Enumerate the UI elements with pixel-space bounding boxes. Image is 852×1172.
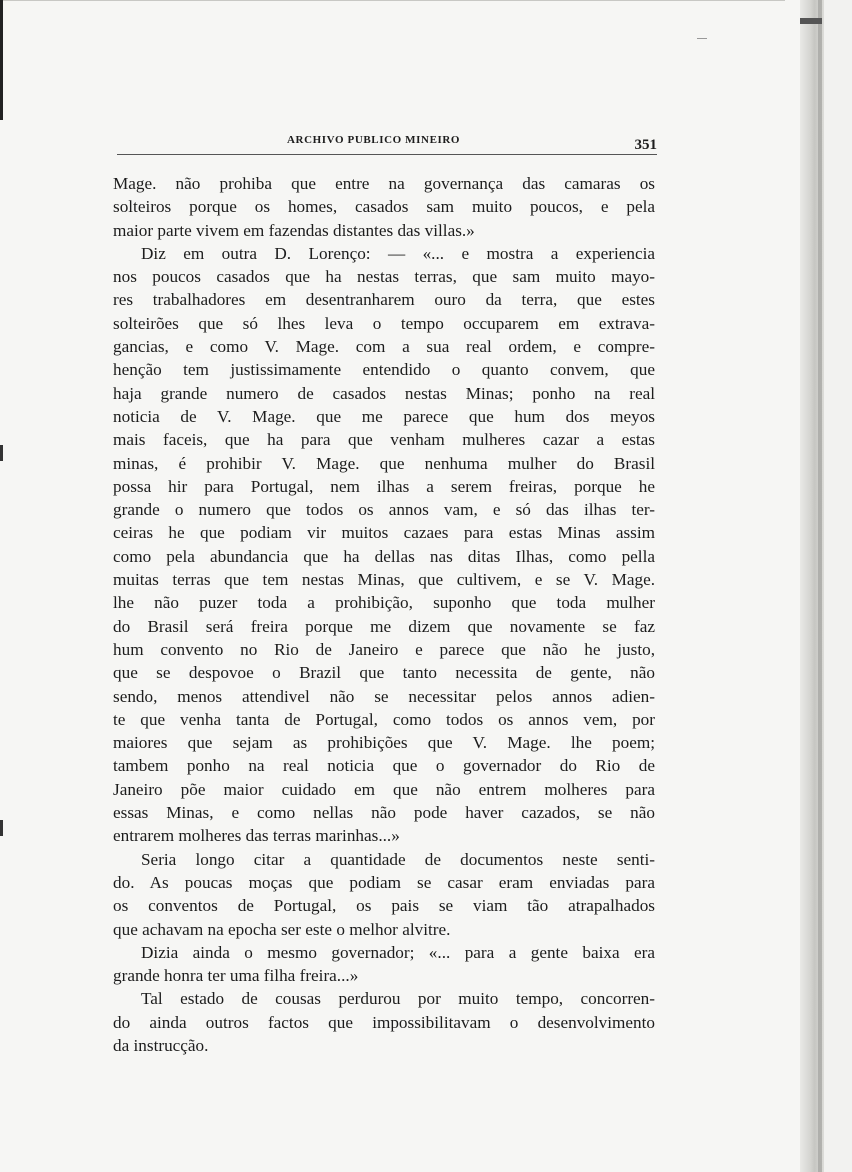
- text-line: hum convento no Rio de Janeiro e parece que não he justo,: [113, 639, 655, 659]
- text-line: nos poucos casados que ha nestas terras, que sam muito mayo-: [113, 267, 655, 287]
- text-line: te que venha tanta de Portugal, como todos os annos vem, por: [113, 709, 655, 729]
- paragraph: [113, 242, 655, 848]
- text-line: solteirões que só lhes leva o tempo occuparem em extrava-: [113, 313, 655, 333]
- text-line: que achavam na epocha ser este o melhor alvitre.: [113, 919, 451, 939]
- text-line: possa hir para Portugal, nem ilhas a serem freiras, porque he: [113, 476, 655, 496]
- scan-right-margin: [824, 0, 852, 1172]
- text-line: maior parte vivem em fazendas distantes das villas.»: [113, 220, 475, 240]
- text-line: minas, é prohibir V. Mage. que nenhuma mulher do Brasil: [113, 453, 655, 473]
- text-line: do Brasil será freira porque me dizem que novamente se faz: [113, 616, 655, 636]
- scan-left-mark: [0, 445, 3, 461]
- body-text: [113, 172, 655, 1057]
- paragraph: [113, 987, 655, 1057]
- text-line: os conventos de Portugal, os pais se viam tão atrapalhados: [113, 896, 655, 916]
- text-line: Seria longo citar a quantidade de documentos neste senti-: [141, 849, 655, 869]
- text-line: que se despovoe o Brazil que tanto necessita de gente, não: [113, 663, 655, 683]
- text-line: henção tem justissimamente entendido o quanto convem, que: [113, 360, 655, 380]
- paragraph: [113, 941, 655, 988]
- text-line: entrarem molheres das terras marinhas...»: [113, 826, 400, 846]
- scan-right-top-mark: [800, 18, 822, 24]
- text-line: sendo, menos attendivel não se necessitar pelos annos adien-: [113, 686, 655, 706]
- scan-right-shadow: [818, 0, 822, 1172]
- text-line: ceiras he que podiam vir muitos cazaes para estas Minas assim: [113, 523, 655, 543]
- paragraph: [113, 172, 655, 242]
- header-rule: [117, 154, 657, 155]
- text-line: res trabalhadores em desentranharem ouro da terra, que estes: [113, 290, 655, 310]
- text-line: da instrucção.: [113, 1035, 209, 1055]
- text-line: do. As poucas moças que podiam se casar eram enviadas para: [113, 872, 655, 892]
- text-line: noticia de V. Mage. que me parece que hum dos meyos: [113, 406, 655, 426]
- text-line: Diz em outra D. Lorenço: — «... e mostra a experiencia: [141, 243, 655, 263]
- text-line: Tal estado de cousas perdurou por muito tempo, concorren-: [141, 989, 655, 1009]
- scan-dash-mark: [697, 38, 707, 39]
- text-line: Mage. não prohiba que entre na governança das camaras os: [113, 174, 655, 193]
- text-line: Janeiro põe maior cuidado em que não entrem molheres para: [113, 779, 655, 799]
- text-line: grande honra ter uma filha freira...»: [113, 966, 359, 986]
- scan-left-mark: [0, 820, 3, 836]
- scan-left-edge: [0, 0, 3, 120]
- text-line: mais faceis, que ha para que venham mulheres cazar a estas: [113, 430, 655, 450]
- paragraph: [113, 848, 655, 941]
- text-line: haja grande numero de casados nestas Minas; ponho na real: [113, 383, 655, 403]
- text-line: maiores que sejam as prohibições que V. Mage. lhe poem;: [113, 733, 655, 753]
- text-line: grande o numero que todos os annos vam, e só das ilhas ter-: [113, 500, 655, 520]
- text-line: solteiros porque os homes, casados sam muito poucos, e pela: [113, 197, 655, 217]
- text-line: como pela abundancia que ha dellas nas ditas Ilhas, como pella: [113, 546, 655, 566]
- running-title: ARCHIVO PUBLICO MINEIRO: [287, 134, 461, 146]
- text-line: muitas terras que tem nestas Minas, que cultivem, e se V. Mage.: [113, 570, 655, 590]
- running-head: [117, 127, 657, 155]
- text-line: essas Minas, e como nellas não pode haver cazados, se não: [113, 803, 655, 823]
- text-line: Dizia ainda o mesmo governador; «... para a gente baixa era: [141, 942, 655, 962]
- text-line: tambem ponho na real noticia que o governador do Rio de: [113, 756, 655, 776]
- text-line: lhe não puzer toda a prohibição, suponho que toda mulher: [113, 593, 655, 613]
- text-line: gancias, e como V. Mage. com a sua real ordem, e compre-: [113, 337, 655, 357]
- scan-top-edge: [0, 0, 785, 1]
- page-number: 351: [634, 137, 657, 153]
- text-line: do ainda outros factos que impossibilitavam o desenvolvimento: [113, 1012, 655, 1032]
